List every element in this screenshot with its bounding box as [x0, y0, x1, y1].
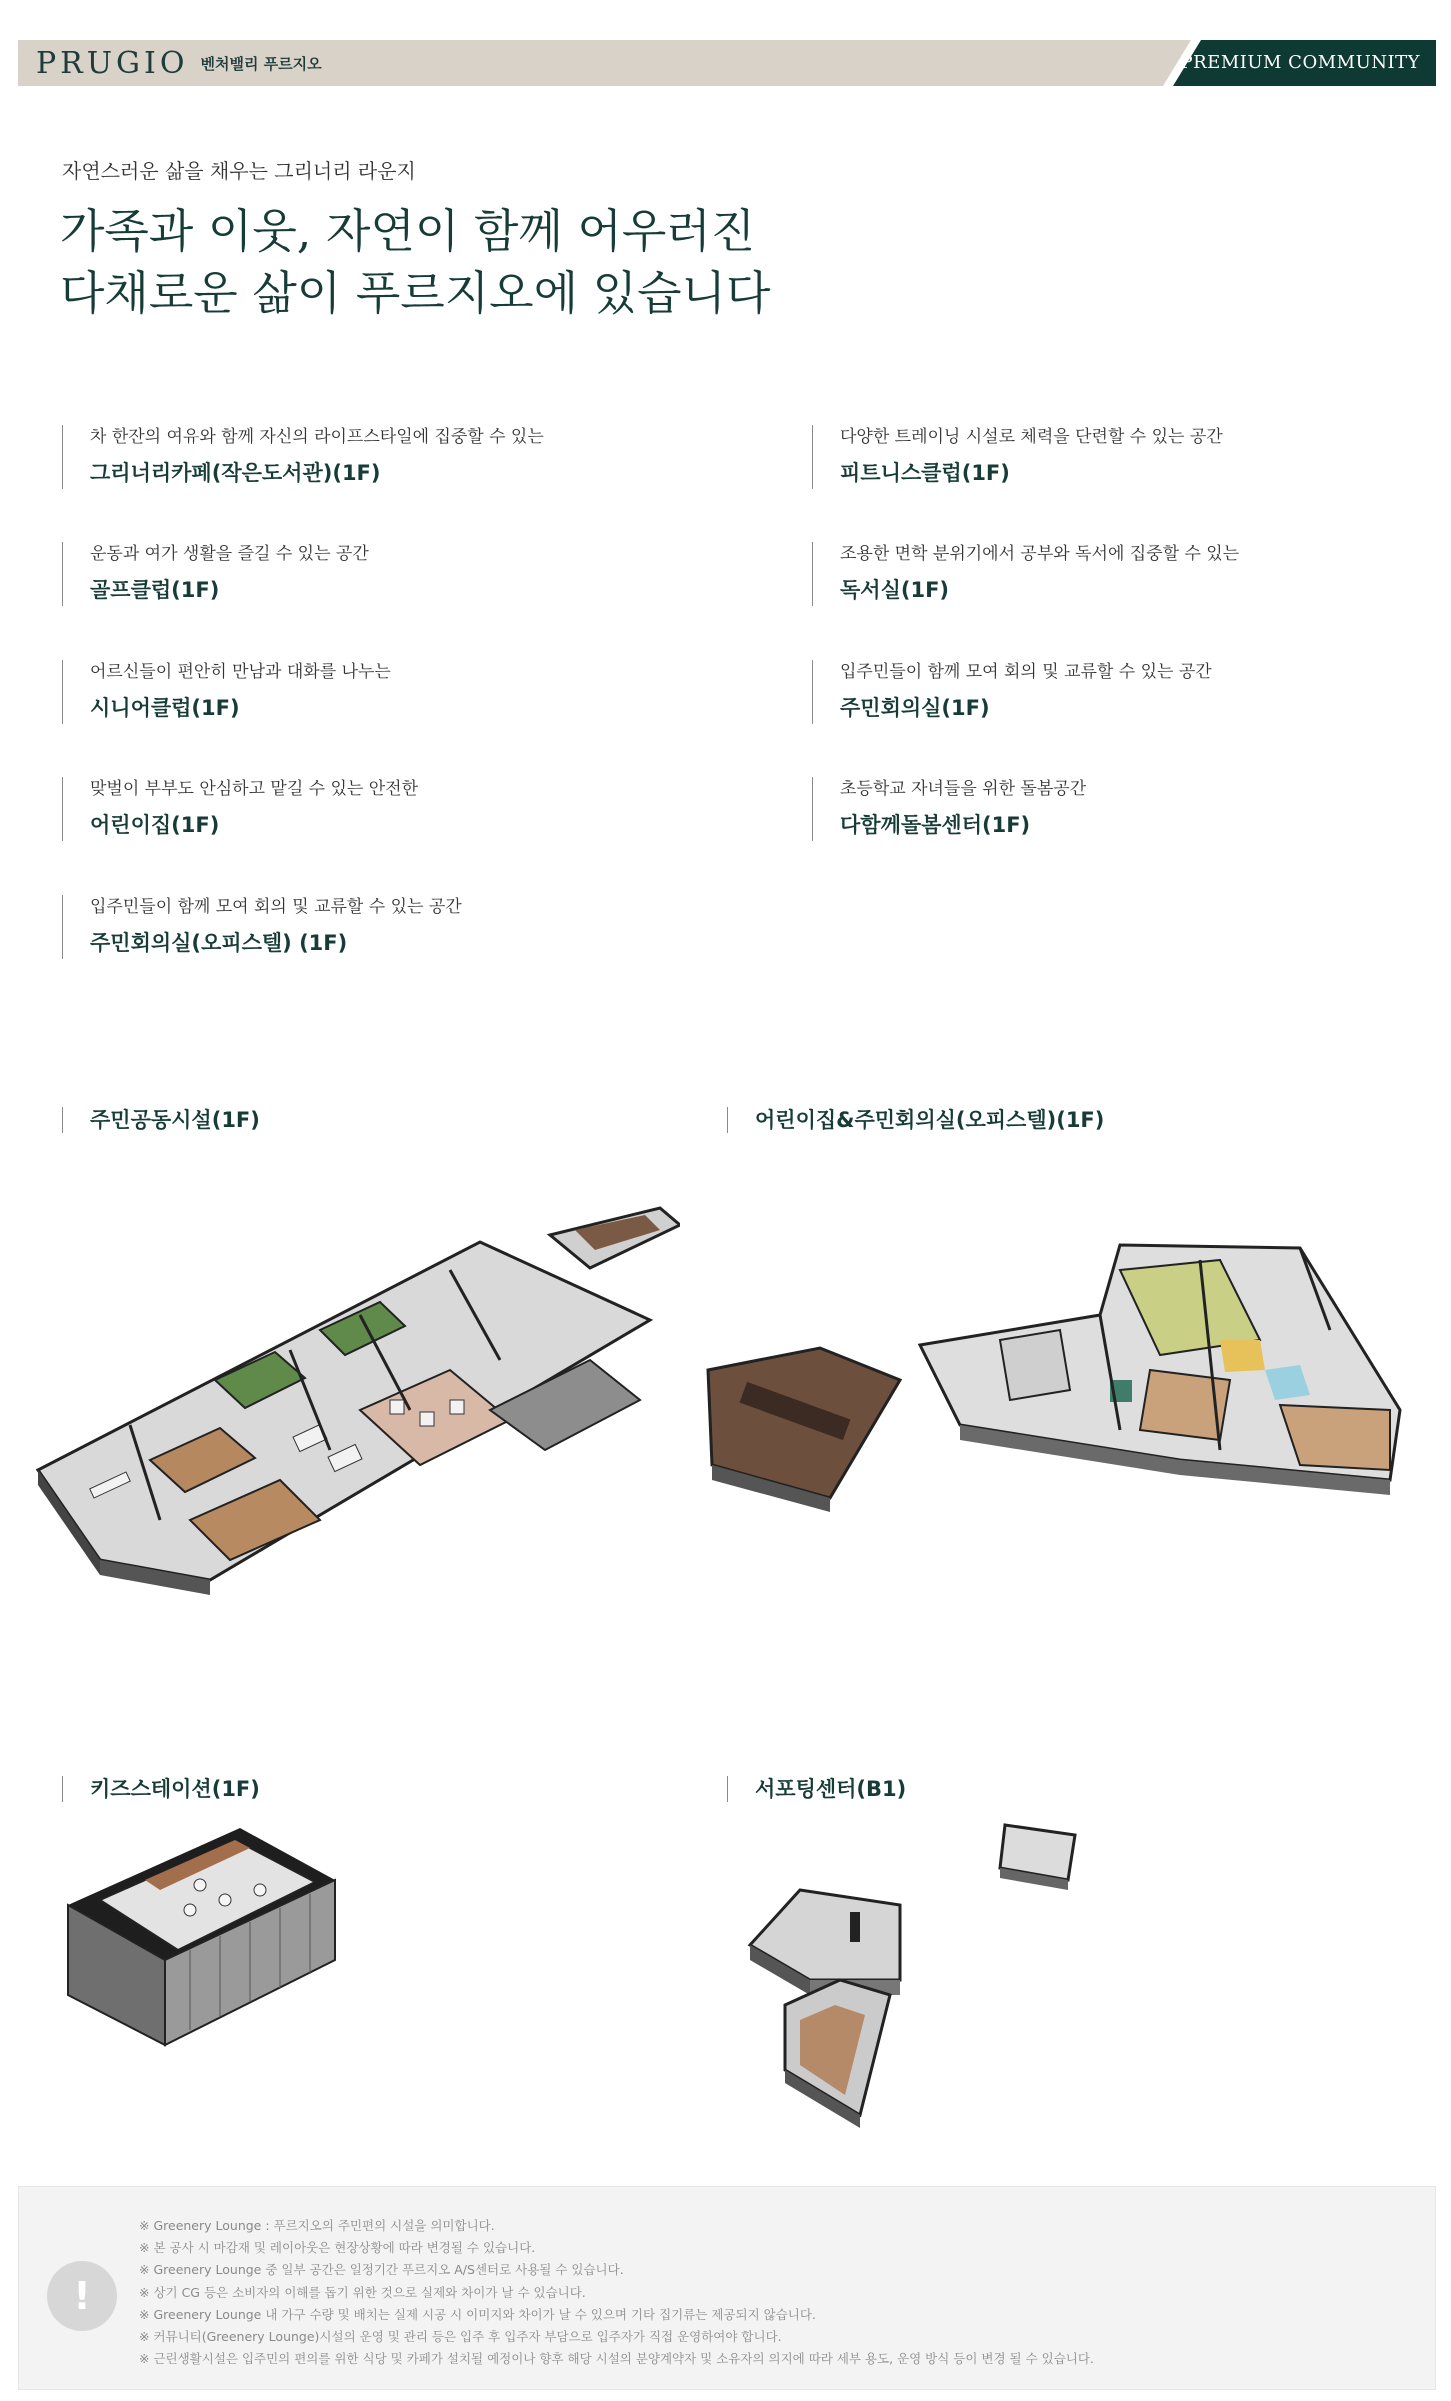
support-center-floorplan-image	[740, 1820, 1080, 2130]
facility-name: 그리너리카페(작은도서관)(1F)	[90, 461, 381, 485]
facility-item	[62, 895, 712, 959]
notice-item: ※ 상기 CG 등은 소비자의 이해를 돕기 위한 것으로 실제와 차이가 날 수 있습니다.	[139, 2284, 586, 2300]
facility-name: 피트니스클럽(1F)	[840, 461, 1010, 485]
facility-item	[62, 425, 712, 489]
section-title-kids: 키즈스테이션(1F)	[62, 1776, 260, 1802]
facility-desc: 맞벌이 부부도 안심하고 맡길 수 있는 안전한	[90, 779, 419, 799]
facility-name: 어린이집(1F)	[90, 813, 220, 837]
notice-item: ※ Greenery Lounge : 푸르지오의 주민편의 시설을 의미합니다.	[139, 2218, 495, 2233]
facility-item	[62, 660, 712, 724]
notice-item: ※ 커뮤니티(Greenery Lounge)시설의 운영 및 관리 등은 입주 후 입주자 부담으로 입주자가 직접 운영하여야 합니다.	[139, 2329, 782, 2345]
brand-logo: PRUGIO	[36, 45, 189, 81]
facility-item	[812, 660, 1451, 724]
facility-desc: 차 한잔의 여유와 함께 자신의 라이프스타일에 집중할 수 있는	[90, 427, 544, 447]
brand-subtitle: 벤처밸리 푸르지오	[200, 54, 322, 73]
daycare-floorplan-image	[700, 1230, 1420, 1530]
section-title-daycare: 어린이집&주민회의실(오피스텔)(1F)	[727, 1107, 1104, 1133]
facility-item	[62, 777, 712, 841]
notice-item: ※ 본 공사 시 마감재 및 레이아웃은 현장상황에 따라 변경될 수 있습니다.	[139, 2240, 536, 2256]
premium-community-tag	[1151, 40, 1436, 86]
facility-name: 독서실(1F)	[840, 578, 950, 602]
hero-title-line-2: 다채로운 삶이 푸르지오에 있습니다	[60, 266, 771, 320]
facility-desc: 입주민들이 함께 모여 회의 및 교류할 수 있는 공간	[90, 897, 462, 917]
notice-item: ※ Greenery Lounge 중 일부 공간은 일정기간 푸르지오 A/S센터로 사용될 수 있습니다.	[139, 2262, 624, 2278]
facility-desc: 조용한 면학 분위기에서 공부와 독서에 집중할 수 있는	[840, 544, 1240, 564]
section-title-support: 서포팅센터(B1)	[727, 1776, 906, 1802]
facility-name: 주민회의실(오피스텔) (1F)	[90, 931, 348, 955]
kids-station-floorplan-image	[60, 1820, 350, 2060]
section-title-community: 주민공동시설(1F)	[62, 1107, 260, 1133]
notice-item: ※ 근린생활시설은 입주민의 편의를 위한 식당 및 카페가 설치될 예정이나 향후 해당 시설의 분양계약자 및 소유자의 의지에 따라 세부 용도, 운영 방식 등이 변경 될 수 있습니다.	[139, 2351, 1094, 2367]
facility-item	[812, 425, 1451, 489]
hero-title	[60, 200, 770, 324]
facility-desc: 초등학교 자녀들을 위한 돌봄공간	[840, 779, 1087, 799]
tag-label: PREMIUM COMMUNITY	[1180, 52, 1420, 73]
hero-title-line-1: 가족과 이웃, 자연이 함께 어우러진	[60, 204, 756, 258]
brand	[36, 46, 322, 80]
facility-desc: 다양한 트레이닝 시설로 체력을 단련할 수 있는 공간	[840, 427, 1223, 447]
facility-name: 골프클럽(1F)	[90, 578, 220, 602]
notice-list	[139, 2215, 1094, 2370]
facility-desc: 어르신들이 편안히 만남과 대화를 나누는	[90, 662, 391, 682]
notice-box	[18, 2186, 1436, 2390]
facility-name: 주민회의실(1F)	[840, 696, 990, 720]
exclamation-icon: !	[47, 2261, 117, 2331]
facility-item	[812, 777, 1451, 841]
notice-item: ※ Greenery Lounge 내 가구 수량 및 배치는 실제 시공 시 이미지와 차이가 날 수 있으며 기타 집기류는 제공되지 않습니다.	[139, 2306, 816, 2322]
facility-item	[812, 542, 1451, 606]
facility-name: 다함께돌봄센터(1F)	[840, 813, 1031, 837]
facility-name: 시니어클럽(1F)	[90, 696, 240, 720]
facility-desc: 입주민들이 함께 모여 회의 및 교류할 수 있는 공간	[840, 662, 1212, 682]
page-header	[18, 40, 1436, 86]
community-floorplan-image	[30, 1200, 680, 1690]
facility-item	[62, 542, 712, 606]
hero-subtitle: 자연스러운 삶을 채우는 그리너리 라운지	[62, 159, 416, 183]
facility-desc: 운동과 여가 생활을 즐길 수 있는 공간	[90, 544, 369, 564]
